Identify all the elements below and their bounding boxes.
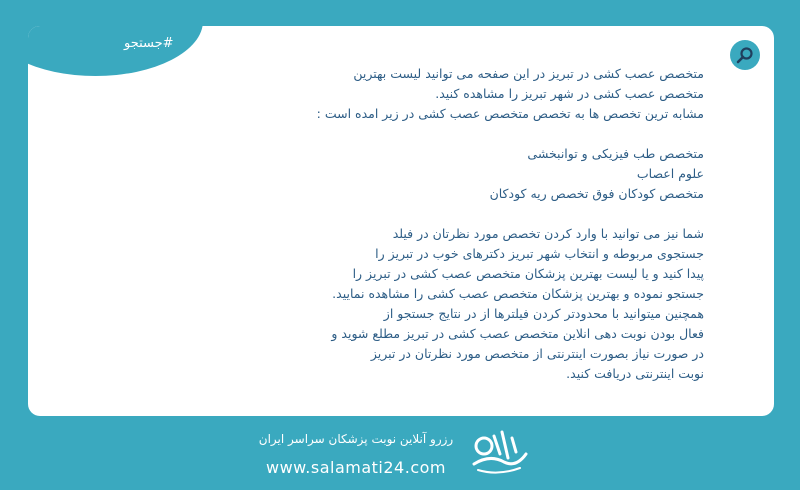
- footer-tagline: رزرو آنلاین نوبت پزشکان سراسر ایران: [258, 432, 454, 446]
- salamati-logo-icon[interactable]: [470, 424, 530, 476]
- info-line: جستجوی مربوطه و انتخاب شهر تبریز دکترهای خوب در تبریز را: [375, 246, 704, 261]
- intro-line: متخصص عصب کشی در تبریز در این صفحه می توانید لیست بهترین: [353, 66, 704, 81]
- info-line: در صورت نیاز بصورت اینترنتی از متخصص مورد نظرتان در تبریز: [370, 346, 704, 361]
- related-specialty-item[interactable]: علوم اعصاب: [636, 166, 704, 181]
- info-line: نوبت اینترنتی دریافت کنید.: [566, 366, 704, 381]
- search-button[interactable]: [730, 40, 760, 70]
- info-line: پیدا کنید و یا لیست بهترین پزشکان متخصص عصب کشی در تبریز را: [352, 266, 704, 281]
- search-icon: [736, 46, 754, 64]
- info-line: همچنین میتوانید با محدودتر کردن فیلترها از در نتایج جستجو از: [383, 306, 704, 321]
- footer-url-link[interactable]: www.salamati24.com: [266, 458, 446, 477]
- intro-line: متخصص عصب کشی در شهر تبریز را مشاهده کنید.: [435, 86, 704, 101]
- content-card: [28, 26, 774, 416]
- related-specialty-item[interactable]: متخصص کودکان فوق تخصص ریه کودکان: [489, 186, 704, 201]
- info-line: فعال بودن نوبت دهی انلاین متخصص عصب کشی در تبریز مطلع شوید و: [331, 326, 704, 341]
- hashtag-tab: [28, 26, 203, 76]
- related-specialty-item[interactable]: متخصص طب فیزیکی و توانبخشی: [527, 146, 704, 161]
- intro-line: مشابه ترین تخصص ها به تخصص متخصص عصب کشی در زیر امده است :: [316, 106, 704, 121]
- info-line: شما نیز می توانید با وارد کردن تخصص مورد نظرتان در فیلد: [392, 226, 704, 241]
- description-text: [284, 64, 704, 384]
- info-line: جستجو نموده و بهترین پزشکان متخصص عصب کشی را مشاهده نمایید.: [332, 286, 704, 301]
- hashtag-label[interactable]: #جستجو: [124, 36, 174, 51]
